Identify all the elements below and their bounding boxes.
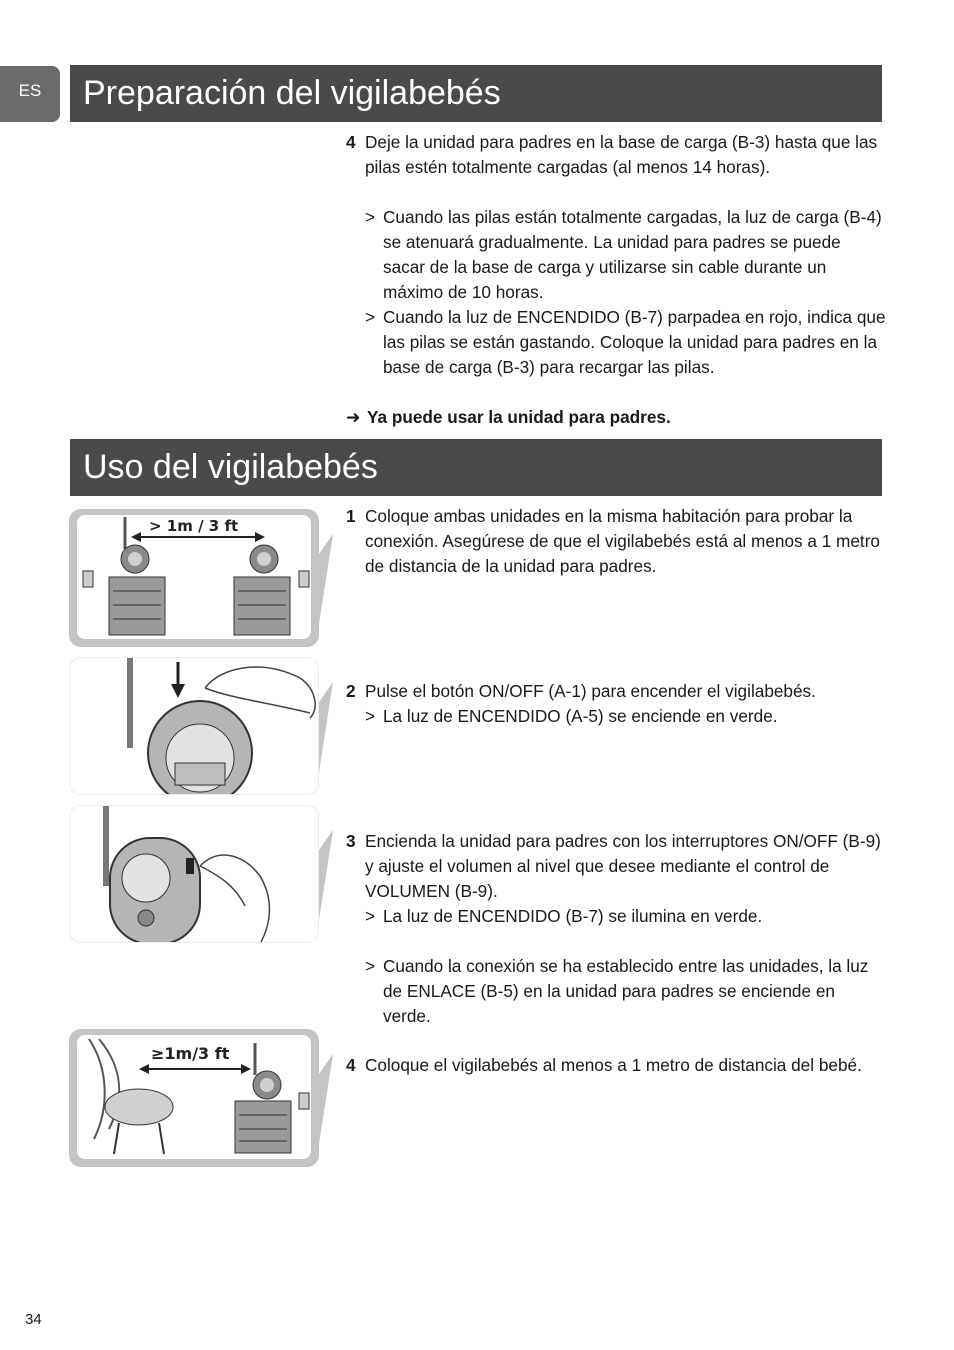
illustration-distance-baby	[69, 1029, 319, 1167]
step-number: 3	[346, 831, 356, 851]
illustration-press-onoff	[69, 657, 319, 795]
result-line: ➜ Ya puede usar la unidad para padres.	[346, 405, 886, 430]
section-title-uso: Uso del vigilabebés	[70, 439, 882, 496]
step-number: 2	[346, 681, 356, 701]
wedge-decoration	[319, 534, 335, 624]
step-3: 3 Encienda la unidad para padres con los interruptores ON/OFF (B-9) y ajuste el volumen al nivel que desee mediante el control de VOLUMEN (B-9). > La luz de ENCENDIDO (B-7) se ilumina en verde. > Cuando la conexión se ha establecido entre las unidades, la luz de ENLACE (B-5) en la unidad para padres se enciende en verde.	[346, 831, 881, 1026]
step-sub-text: Cuando la conexión se ha establecido entre las unidades, la luz de ENLACE (B-5) en la unidad para padres se enciende en verde.	[383, 956, 869, 1026]
section-title-preparacion: Preparación del vigilabebés	[70, 65, 882, 122]
page-number: 34	[25, 1311, 42, 1328]
step-2: 2 Pulse el botón ON/OFF (A-1) para encender el vigilabebés. > La luz de ENCENDIDO (A-5) se enciende en verde.	[346, 681, 816, 726]
wedge-decoration	[319, 830, 335, 920]
step-1	[346, 504, 886, 579]
step-number: 4	[346, 132, 356, 152]
illustration-parent-switch	[69, 805, 319, 943]
step-text: Encienda la unidad para padres con los interruptores ON/OFF (B-9) y ajuste el volumen al nivel que desee mediante el control de VOLUMEN (B-9).	[365, 831, 881, 901]
step-4	[346, 1053, 886, 1078]
preparation-steps	[346, 130, 886, 430]
step-number: 4	[346, 1055, 356, 1075]
step-text: Pulse el botón ON/OFF (A-1) para encender el vigilabebés.	[365, 681, 816, 701]
step-text: Deje la unidad para padres en la base de carga (B-3) hasta que las pilas estén totalmente cargadas (al menos 14 horas).	[365, 132, 878, 177]
step-4-prep-sub-1: > Cuando las pilas están totalmente cargadas, la luz de carga (B-4) se atenuará gradualmente. La unidad para padres se puede sacar de la base de carga y utilizarse sin cable durante un máximo de 10 horas.	[365, 207, 882, 302]
distance-label: > 1m / 3 ft	[149, 517, 239, 535]
step-text: Coloque el vigilabebés al menos a 1 metro de distancia del bebé.	[365, 1055, 862, 1075]
arrow-right-icon: ➜	[346, 407, 361, 427]
step-sub-text: La luz de ENCENDIDO (A-5) se enciende en verde.	[383, 706, 778, 726]
step-4-prep-sub-2: > Cuando la luz de ENCENDIDO (B-7) parpadea en rojo, indica que las pilas se están gastando. Coloque la unidad para padres en la base de carga (B-3) para recargar las pilas.	[365, 307, 886, 377]
wedge-decoration	[319, 1054, 335, 1144]
language-tab: ES	[0, 66, 60, 122]
step-sub-text: La luz de ENCENDIDO (B-7) se ilumina en verde.	[383, 906, 763, 926]
step-number: 1	[346, 506, 356, 526]
illustration-distance-units	[69, 509, 319, 647]
step-4-prep	[346, 130, 886, 180]
distance-label: ≥1m/3 ft	[151, 1044, 230, 1063]
step-text: Coloque ambas unidades en la misma habitación para probar la conexión. Asegúrese de que el vigilabebés está al menos a 1 metro de distancia de la unidad para padres.	[365, 506, 880, 576]
wedge-decoration	[319, 682, 335, 772]
